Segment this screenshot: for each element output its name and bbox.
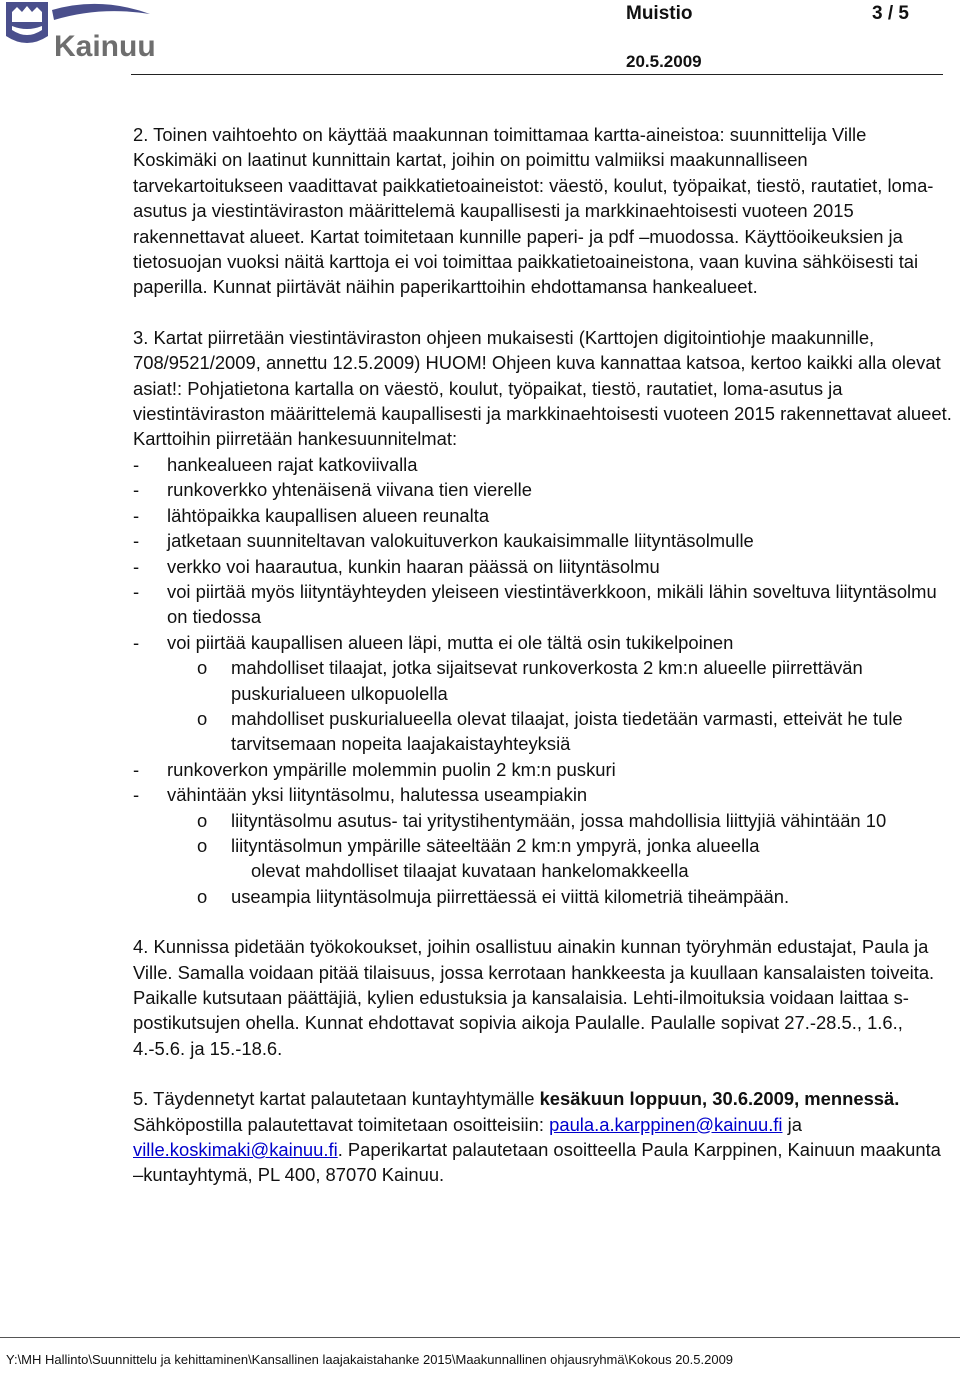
email-link-ville[interactable]: ville.koskimaki@kainuu.fi — [133, 1139, 338, 1161]
section-3-text-c: : Pohjatietona kartalla on väestö, koulut, työpaikat, tiestö, rautatiet, loma-asutus ja viestintäviraston määrittelemä kaupallisesti ja markkinaehtoisesti vuoteen 2015 rakennettavat alueet. — [133, 377, 952, 425]
kainuu-logo — [0, 0, 160, 72]
email-link-paula[interactable]: paula.a.karppinen@kainuu.fi — [549, 1113, 783, 1135]
section-3-text-d: Karttoihin piirretään hankesuunnitelmat: — [133, 428, 458, 450]
section-5 — [133, 1086, 953, 1188]
section-3-number: 3. — [133, 326, 149, 348]
list-item: - hankealueen rajat katkoviivalla — [133, 453, 418, 475]
list-item: - runkoverkon ympärille molemmin puolin 2 km:n puskuri — [133, 758, 616, 780]
sub-list-item: o mahdolliset puskurialueella olevat tilaajat, joista tiedetään varmasti, etteivät he tule tarvitsemaan nopeita laajakaistayhteyksiä — [197, 707, 903, 755]
section-2-text-c: Käyttöoikeuksien ja tietosuojan vuoksi näitä karttoja ei voi toimittaa paikkatietoaineistona, vaan kuvina sähköisesti tai paperilla. — [133, 225, 919, 298]
deadline: kesäkuun loppuun, 30.6.2009, mennessä. — [539, 1088, 900, 1110]
sub-list-item: o mahdolliset tilaajat, jotka sijaitsevat runkoverkosta 2 km:n alueelle piirrettävän puskurialueen ulkopuolella — [197, 657, 863, 704]
sub-list-item: o useampia liityntäsolmuja piirrettäessä ei viittä kilometriä tiheämpään. — [197, 885, 790, 907]
sub-list-continuation: olevat mahdolliset tilaajat kuvataan hankelomakkeella — [251, 860, 689, 882]
section-2-text-b: Kartat toimitetaan kunnille paperi- ja pdf –muodossa. — [309, 225, 740, 247]
list-item: - vähintään yksi liityntäsolmu, halutessa useampiakin — [133, 784, 588, 806]
section-2 — [133, 122, 953, 300]
footer-divider — [0, 1337, 960, 1338]
conjunction: ja — [787, 1113, 802, 1135]
sub-list-item: o liityntäsolmu asutus- tai yritystihentymään, jossa mahdollisia liittyjiä vähintään 10 — [197, 809, 887, 831]
section-2-text-a: Toinen vaihtoehto on käyttää maakunnan toimittamaa kartta-aineistoa: suunnittelija Ville Koskimäki on laatinut kunnittain kartat, joihin on poimittu valmiiksi maakunnalliseen tarvekartoitukseen vaadittavat paikkatietoaineistot: väestö, koulut, työpaikat, tiestö, rautatiet, loma-asutus ja viestintäviraston määrittelemä kaupallisesti ja markkinaehtoisesti vuoteen 2015 rakennettavat alueet. — [133, 124, 934, 247]
document-type: Muistio — [626, 3, 693, 24]
list-item: - verkko voi haarautua, kunkin haaran päässä on liityntäsolmu — [133, 555, 660, 577]
section-3 — [133, 325, 953, 452]
list-item: - voi piirtää kaupallisen alueen läpi, mutta ei ole tältä osin tukikelpoinen — [133, 631, 734, 653]
page-number: 3 / 5 — [872, 3, 909, 24]
sub-list-item: o liityntäsolmun ympärille säteeltään 2 km:n ympyrä, jonka alueella — [197, 834, 760, 856]
footer-file-path: Y:\MH Hallinto\Suunnittelu ja kehittaminen\Kansallinen laajakaistahanke 2015\Maakunnallinen ohjausryhmä\Kokous 20.5.2009 — [6, 1352, 734, 1367]
memo-body — [133, 122, 953, 1188]
section-4: 4. Kunnissa pidetään työkokoukset, joihin osallistuu ainakin kunnan työryhmän edustajat, Paula ja Ville. Samalla voidaan pitää tilaisuus, jossa kerrotaan hankkeesta ja kuullaan kansalaisten toiveita. Paikalle kutsutaan päättäjiä, kylien edustuksia ja kansalaisia. Lehti-ilmoituksia voidaan laittaa s-postikutsujen ohella. Kunnat ehdottavat sopivia aikoja Paulalle. Paulalle sopivat 27.-28.5., 1.6., 4.-5.6. ja 15.-18.6. — [133, 936, 935, 1059]
section-3-text-b: Ohjeen kuva kannattaa katsoa, kertoo kaikki alla olevat asiat! — [133, 352, 941, 399]
logo-wordmark: Kainuu — [54, 30, 156, 63]
document-date: 20.5.2009 — [626, 52, 702, 71]
section-2-number: 2. — [133, 124, 149, 145]
header-divider — [131, 74, 943, 75]
section-2-text-d: Kunnat piirtävät näihin paperikarttoihin ehdottamansa hankealueet. — [212, 276, 758, 298]
section-5-text-c: . Paperikartat palautetaan osoitteella Paula Karppinen, Kainuun maakunta –kuntayhtymä, PL 400, 87070 Kainuu. — [133, 1139, 941, 1186]
section-5-text-a: 5. Täydennetyt kartat palautetaan kuntayhtymälle — [133, 1088, 535, 1110]
section-5-text-b: Sähköpostilla palautettavat toimitetaan osoitteisiin: — [133, 1113, 544, 1135]
list-item: - voi piirtää myös liityntäyhteyden yleiseen viestintäverkkoon, mikäli lähin soveltuva liityntäsolmu on tiedossa — [133, 580, 937, 628]
section-3-text-a: Kartat piirretään viestintäviraston ohjeen mukaisesti (Karttojen digitointiohje maakunnille, 708/9521/2009, annettu 12.5.2009) HUOM! — [133, 326, 875, 374]
list-item: - runkoverkko yhtenäisenä viivana tien vierelle — [133, 479, 532, 501]
list-item: - jatketaan suunniteltavan valokuituverkon kaukaisimmalle liityntäsolmulle — [133, 530, 754, 552]
list-item: - lähtöpaikka kaupallisen alueen reunalta — [133, 504, 490, 526]
